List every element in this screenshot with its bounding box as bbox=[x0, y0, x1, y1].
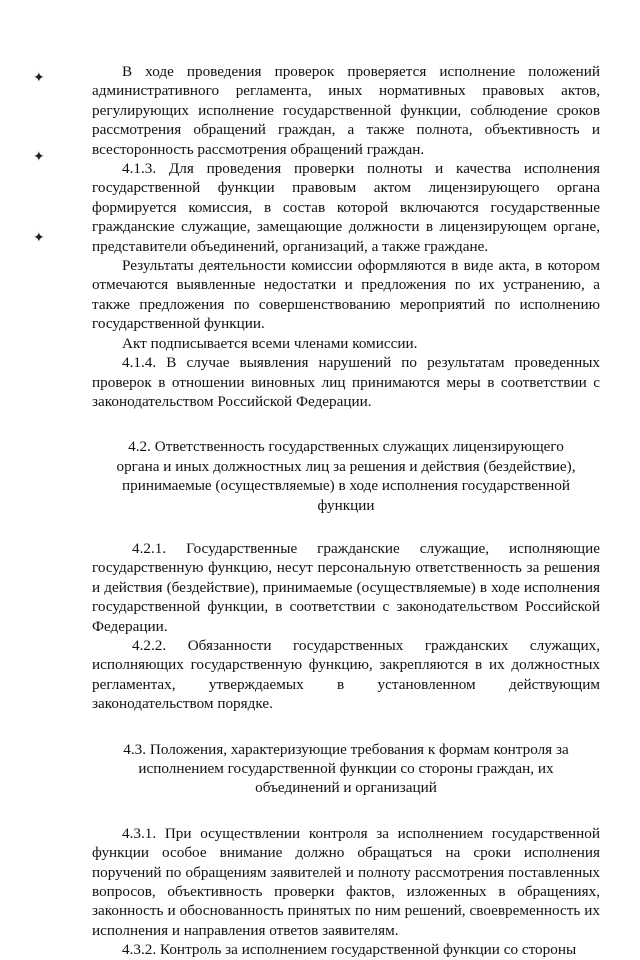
paragraph-4-3-2: 4.3.2. Контроль за исполнением государственной функции со стороны bbox=[122, 941, 577, 959]
section-heading-4-2: 4.2. Ответственность государственных служащих лицензирующего органа и иных должностных лиц за решения и действия (бездействие), принимаемые (осуществляемые) в ходе исполнения государственной функции bbox=[116, 438, 576, 514]
paragraph: Результаты деятельности комиссии оформляются в виде акта, в котором отмечаются выявленные недостатки и предложения по их устранению, а также предложения по совершенствованию мероприятий по исполнению государственной функции. bbox=[92, 257, 600, 333]
paragraph: В ходе проведения проверок проверяется исполнение положений административного регламента, иных нормативных правовых актов, регулирующих исполнение государственной функции, соблюдение сроков рассмотрения обращений граждан, а также полнота, объективность и всесторонность рассмотрения обращений граждан. bbox=[92, 63, 600, 158]
paragraph-4-1-3: 4.1.3. Для проведения проверки полноты и качества исполнения государственной функции правовым актом лицензирующего органа формируется комиссия, в состав которой включаются государственные гражданские служащие, замещающие должности в лицензирующем органе, представители объединений, организаций, а также граждане. bbox=[92, 160, 600, 255]
paragraph-4-2-1: 4.2.1. Государственные гражданские служащие, исполняющие государственную функцию, несут персональную ответственность за решения и действия (бездействие), принимаемые (осуществляемые) в ходе исполнения государственной функции, в соответствии с законодательством Российской Федерации. bbox=[92, 539, 600, 635]
paragraph-4-2-2: 4.2.2. Обязанности государственных гражданских служащих, исполняющих государственную функцию, закрепляются в их должностных регламентах, утверждаемых в установленном действующим законодательством порядке. bbox=[92, 636, 600, 713]
paragraph: Акт подписывается всеми членами комиссии. bbox=[122, 334, 418, 352]
margin-mark: ✦ bbox=[33, 231, 45, 246]
paragraph-4-3-1: 4.3.1. При осуществлении контроля за исполнением государственной функции особое внимание должно обращаться на сроки исполнения поручений по обращениям заявителей и полноту рассмотрения поставленных вопросов, объективность проверки фактов, изложенных в обращениях, законность и обоснованность принятых по ним решений, своевременность их исполнения и направления ответов заявителям. bbox=[92, 824, 600, 939]
section-heading-4-3: 4.3. Положения, характеризующие требования к формам контроля за исполнением государственной функции со стороны граждан, их объединений и организаций bbox=[123, 740, 569, 797]
paragraph-4-1-4: 4.1.4. В случае выявления нарушений по результатам проведенных проверок в отношении виновных лиц принимаются меры в соответствии с законодательством Российской Федерации. bbox=[92, 354, 600, 410]
margin-mark: ✦ bbox=[33, 71, 45, 86]
document-page bbox=[92, 62, 600, 960]
margin-mark: ✦ bbox=[33, 150, 45, 165]
